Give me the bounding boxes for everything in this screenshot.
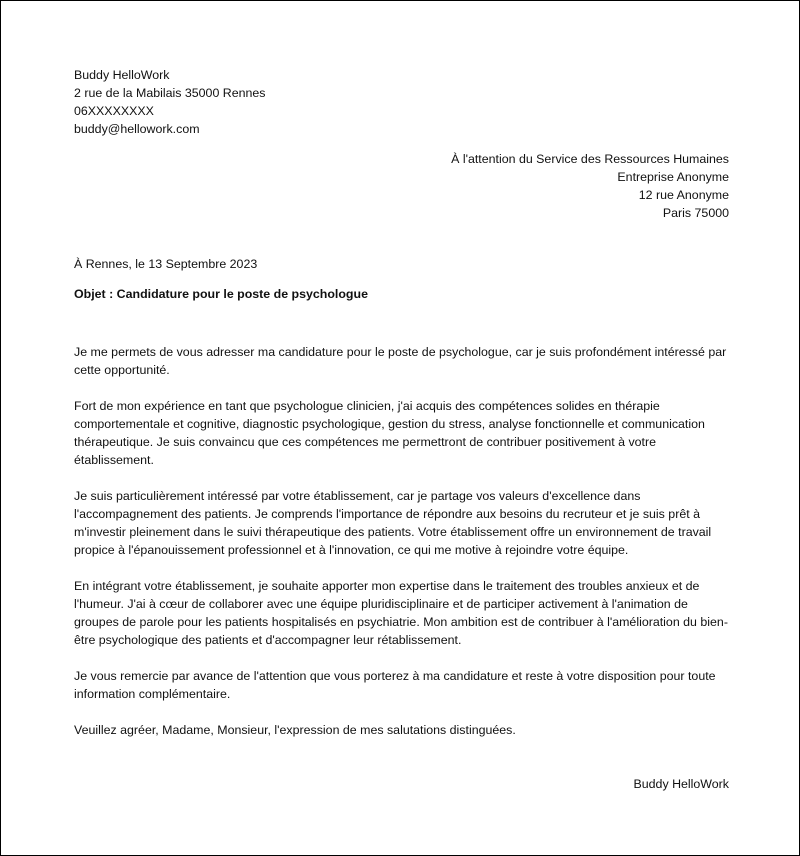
- body-paragraph-1: Je me permets de vous adresser ma candidature pour le poste de psychologue, car je suis profondément intéressé par cette opportunité.: [74, 345, 727, 377]
- closing-formula: Veuillez agréer, Madame, Monsieur, l'expression de mes salutations distinguées.: [74, 723, 516, 737]
- subject-line: Objet : Candidature pour le poste de psychologue: [74, 287, 368, 301]
- sender-block: [74, 66, 729, 138]
- recipient-street: 12 rue Anonyme: [638, 188, 729, 202]
- body-paragraph-2: Fort de mon expérience en tant que psychologue clinicien, j'ai acquis des compétences solides en thérapie comportementale et cognitive, diagnostic psychologique, gestion du stress, analyse fonctionnelle et communication thérapeutique. Je suis convaincu que ces compétences me permettront de contribuer positivement à votre établissement.: [74, 399, 705, 467]
- sender-address: 2 rue de la Mabilais 35000 Rennes: [74, 86, 266, 100]
- sender-email: buddy@hellowork.com: [74, 122, 200, 136]
- signature: Buddy HelloWork: [633, 777, 729, 791]
- body-paragraph-4: En intégrant votre établissement, je souhaite apporter mon expertise dans le traitement des troubles anxieux et de l'humeur. J'ai à cœur de collaborer avec une équipe pluridisciplinaire et de participer activement à l'animation de groupes de parole pour les patients hospitalisés en psychiatrie. Mon ambition est de contribuer à l'amélioration du bien-être psychologique des patients et d'accompagner leur rétablissement.: [74, 579, 728, 647]
- sender-phone: 06XXXXXXXX: [74, 104, 154, 118]
- date-line: À Rennes, le 13 Septembre 2023: [74, 257, 258, 271]
- recipient-company: Entreprise Anonyme: [617, 170, 729, 184]
- body-paragraph-3: Je suis particulièrement intéressé par votre établissement, car je partage vos valeurs d'excellence dans l'accompagnement des patients. Je comprends l'importance de répondre aux besoins du recruteur et je suis prêt à m'investir pleinement dans le suivi thérapeutique des patients. Votre établissement offre un environnement de travail propice à l'épanouissement professionnel et à l'innovation, ce qui me motive à rejoindre votre équipe.: [74, 489, 712, 557]
- body-paragraph-5: Je vous remercie par avance de l'attention que vous porterez à ma candidature et reste à votre disposition pour toute information complémentaire.: [74, 669, 716, 701]
- recipient-block: [74, 150, 729, 222]
- sender-name: Buddy HelloWork: [74, 68, 170, 82]
- recipient-city: Paris 75000: [662, 206, 729, 220]
- recipient-attention: À l'attention du Service des Ressources Humaines: [451, 152, 729, 166]
